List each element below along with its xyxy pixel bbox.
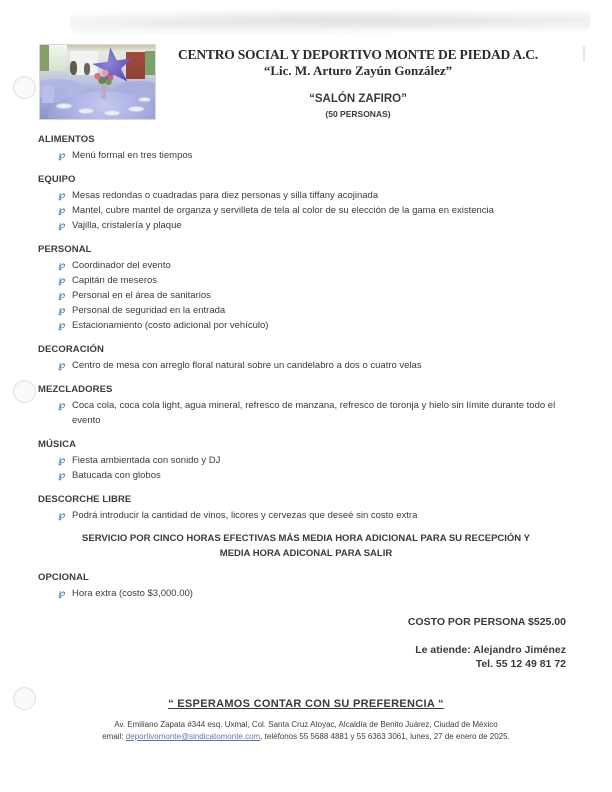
section-title: PERSONAL: [38, 244, 92, 255]
bullet-icon: ℘: [58, 509, 66, 521]
list-item: [38, 148, 574, 163]
service-hours-note: [38, 531, 574, 561]
hole-punch-bottom: [13, 687, 36, 710]
plate: [128, 106, 144, 112]
list-item-text: Hora extra (costo $3,000.00): [72, 588, 193, 599]
email-label: email:: [102, 732, 126, 741]
salon-title: “SALÓN ZAFIRO”: [309, 93, 407, 105]
section-title: DESCORCHE LIBRE: [38, 494, 132, 505]
plate: [78, 108, 94, 114]
attendant-phone: Tel. 55 12 49 81 72: [475, 658, 566, 670]
list-item: [38, 586, 574, 601]
cost-per-person: COSTO POR PERSONA $525.00: [407, 616, 566, 628]
plate: [56, 103, 72, 109]
bullet-icon: ℘: [58, 274, 66, 286]
document-header: [143, 46, 573, 120]
section-title: ALIMENTOS: [38, 134, 95, 145]
bullet-icon: ℘: [58, 219, 66, 231]
list-item: [38, 273, 574, 288]
list-item-text: Personal en el área de sanitarios: [72, 290, 211, 301]
flower-centerpiece: [92, 69, 114, 85]
list-item: [38, 203, 574, 218]
capacity-label: (50 PERSONAS): [325, 109, 391, 119]
banquet-hall-photo: [40, 45, 155, 119]
list-item-text: Vajilla, cristalería y plaque: [72, 220, 182, 231]
list-item: [38, 303, 574, 318]
contact-line: [38, 731, 574, 743]
email-link[interactable]: deportivomonte@sindicatomonte.com: [125, 732, 261, 741]
document-footer: [38, 697, 574, 743]
chair-cover: [42, 85, 54, 103]
section-alimentos: [38, 132, 574, 163]
bullet-icon: ℘: [58, 359, 66, 371]
section-title: DECORACIÓN: [38, 344, 104, 355]
list-item: [38, 398, 574, 428]
section-musica: [38, 437, 574, 483]
bullet-icon: ℘: [58, 304, 66, 316]
hole-punch-middle: [13, 380, 36, 403]
list-item-text: Coca cola, coca cola light, agua mineral, refresco de manzana, refresco de toronja y hielo sin límite durante todo el evento: [72, 400, 556, 426]
bullet-icon: ℘: [58, 289, 66, 301]
window-left: [49, 45, 67, 71]
list-item: [38, 358, 574, 373]
centerpiece-stand: [101, 83, 106, 99]
section-mezcladores: [38, 382, 574, 428]
org-name: CENTRO SOCIAL Y DEPORTIVO MONTE DE PIEDAD A.C.: [178, 47, 538, 62]
org-subtitle: “Lic. M. Arturo Zayún González”: [263, 63, 453, 78]
address-line: Av. Emiliano Zapata #344 esq. Uxmal, Col. Santa Cruz Atoyac, Alcaldía de Benito Juárez, Ciudad de México: [114, 720, 498, 729]
list-item-text: Capitán de meseros: [72, 275, 158, 286]
section-title: MEZCLADORES: [38, 384, 113, 395]
scan-artifact-right: [583, 46, 585, 62]
window-trees-left: [40, 45, 49, 71]
guest-silhouette: [70, 61, 77, 75]
list-item-text: Personal de seguridad en la entrada: [72, 305, 226, 316]
list-item: [38, 218, 574, 233]
list-item: [38, 468, 574, 483]
list-item: [38, 188, 574, 203]
list-item: [38, 453, 574, 468]
bullet-icon: ℘: [58, 587, 66, 599]
bullet-icon: ℘: [58, 189, 66, 201]
list-item: [38, 318, 574, 333]
plate: [104, 110, 120, 116]
list-item-text: Mantel, cubre mantel de organza y servilleta de tela al color de su elección de la gama en existencia: [72, 205, 494, 216]
list-item-text: Batucada con globos: [72, 470, 161, 481]
bullet-icon: ℘: [58, 259, 66, 271]
bullet-icon: ℘: [58, 469, 66, 481]
bullet-icon: ℘: [58, 399, 66, 411]
list-item-text: Menú formal en tres tiempos: [72, 150, 193, 161]
hole-punch-top: [13, 76, 36, 99]
scan-artifact-top: [70, 8, 590, 34]
service-note-line1: SERVICIO POR CINCO HORAS EFECTIVAS MÁS MEDIA HORA ADICIONAL PARA SU RECEPCIÓN Y: [82, 533, 530, 544]
list-item: [38, 258, 574, 273]
bullet-icon: ℘: [58, 454, 66, 466]
guest-silhouette: [84, 63, 90, 75]
list-item: [38, 508, 574, 523]
section-opcional: [38, 570, 574, 601]
slogan: “ ESPERAMOS CONTAR CON SU PREFERENCIA “: [168, 698, 444, 710]
pricing-block: [38, 615, 574, 671]
list-item-text: Centro de mesa con arreglo floral natural sobre un candelabro a dos o cuatro velas: [72, 360, 422, 371]
bullet-icon: ℘: [58, 319, 66, 331]
section-equipo: [38, 172, 574, 233]
list-item-text: Coordinador del evento: [72, 260, 171, 271]
section-decoracion: [38, 342, 574, 373]
section-personal: [38, 242, 574, 333]
service-note-line2: MEDIA HORA ADICONAL PARA SALIR: [219, 548, 393, 559]
list-item-text: Mesas redondas o cuadradas para diez personas y silla tiffany acojinada: [72, 190, 379, 201]
list-item-text: Podrá introducir la cantidad de vinos, licores y cervezas que deseé sin costo extra: [72, 510, 418, 521]
list-item-text: Fiesta ambientada con sonido y DJ: [72, 455, 221, 466]
section-title: OPCIONAL: [38, 572, 89, 583]
phones-and-date: , teléfonos 55 5688 4881 y 55 6363 3061, lunes, 27 de enero de 2025.: [260, 732, 510, 741]
list-item: [38, 288, 574, 303]
bullet-icon: ℘: [58, 204, 66, 216]
section-title: MÚSICA: [38, 439, 77, 450]
section-title: EQUIPO: [38, 174, 76, 185]
document-body: [38, 132, 574, 743]
attendant-name: Le atiende: Alejandro Jiménez: [415, 644, 566, 656]
section-descorche-libre: [38, 492, 574, 523]
bullet-icon: ℘: [58, 149, 66, 161]
list-item-text: Estacionamiento (costo adicional por vehículo): [72, 320, 269, 331]
